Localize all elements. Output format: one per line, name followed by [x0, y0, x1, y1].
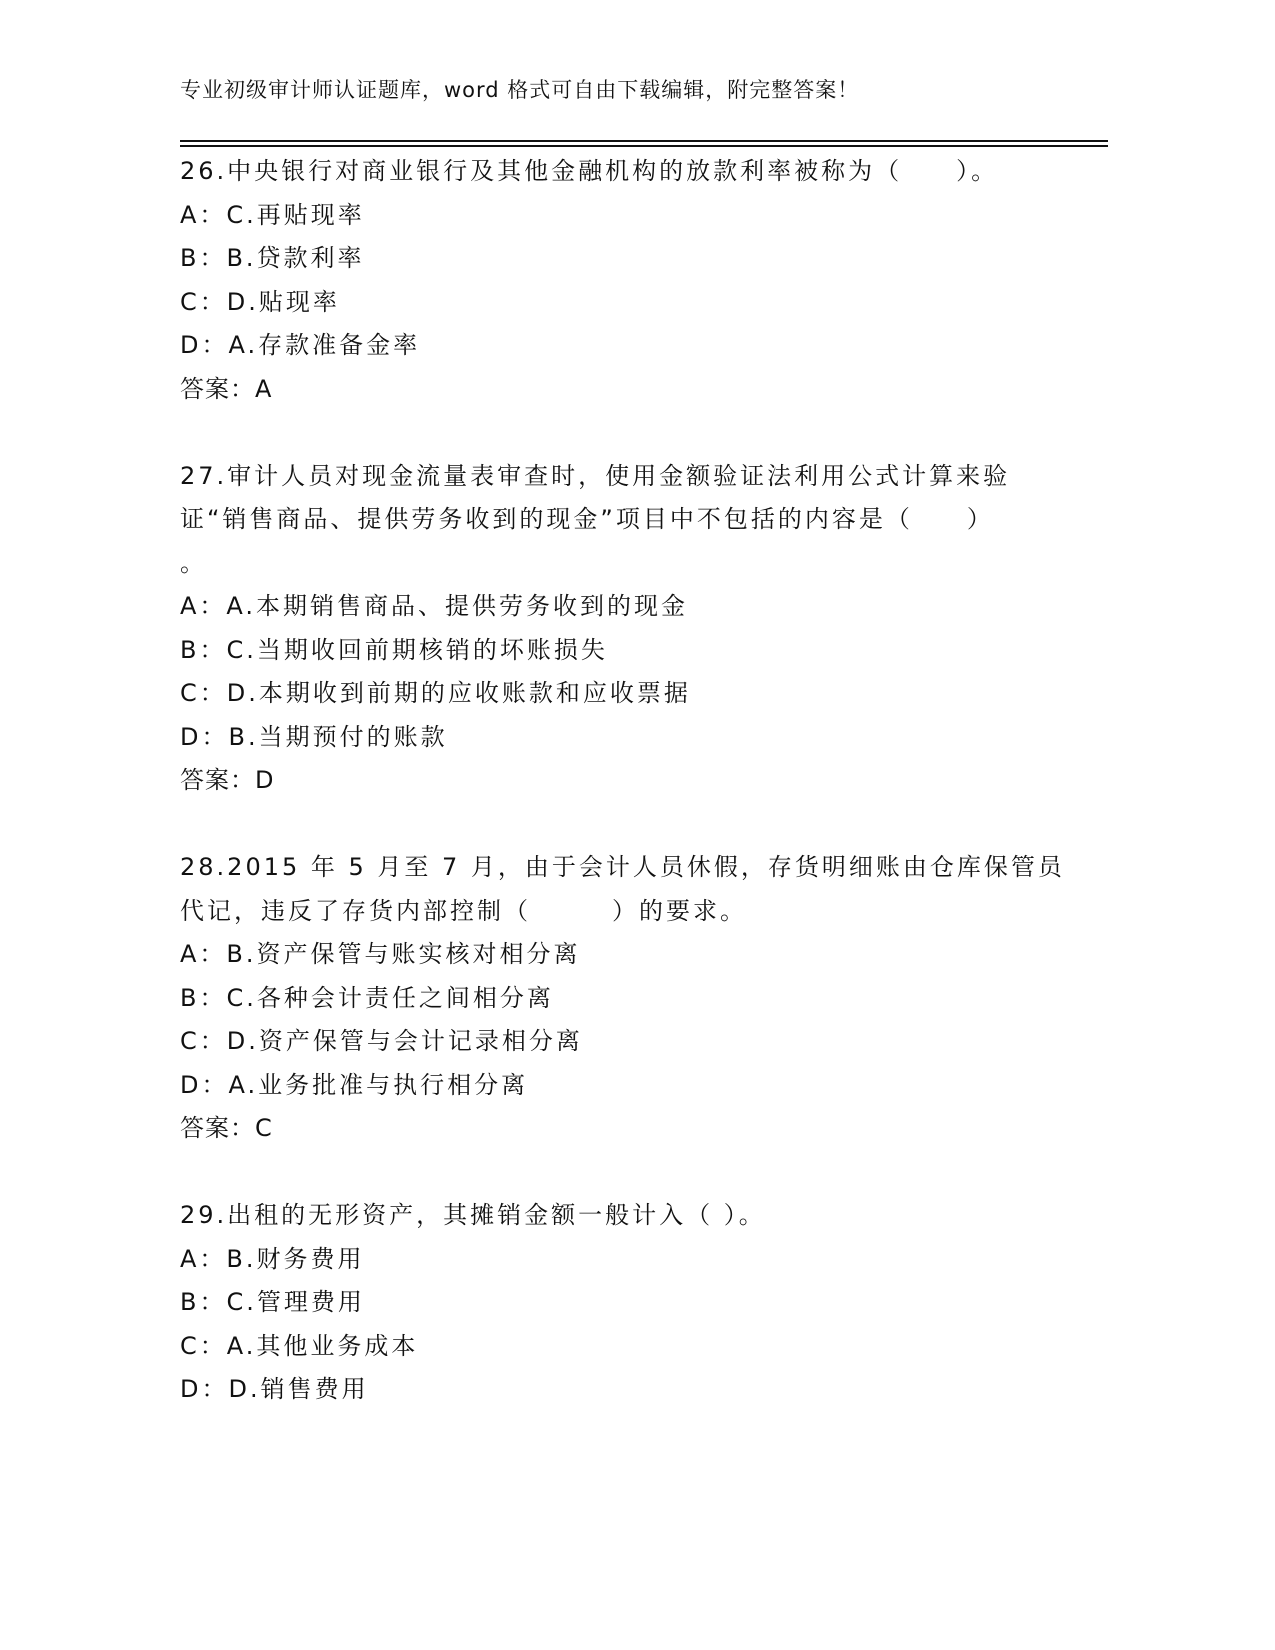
- option-c: C：D.资产保管与会计记录相分离: [180, 1027, 583, 1055]
- question-26: [180, 150, 1110, 411]
- option-a: A：C.再贴现率: [180, 200, 365, 229]
- option-d: D：B.当期预付的账款: [180, 722, 448, 751]
- question-stem: 26.中央银行对商业银行及其他金融机构的放款利率被称为（ ）。: [180, 157, 999, 185]
- option-a: A：A.本期销售商品、提供劳务收到的现金: [180, 592, 689, 620]
- option-b: B：C.各种会计责任之间相分离: [180, 983, 554, 1012]
- option-d: D：A.存款准备金率: [180, 331, 421, 359]
- question-stem: 。: [180, 548, 207, 577]
- option-a: A：B.财务费用: [180, 1244, 365, 1273]
- answer-line: 答案：A: [180, 374, 273, 403]
- question-spacer: [180, 1151, 1110, 1195]
- header-rule-top: [180, 140, 1108, 142]
- question-spacer: [180, 803, 1110, 847]
- option-b: B：B.贷款利率: [180, 244, 365, 272]
- option-c: C：D.本期收到前期的应收账款和应收票据: [180, 679, 691, 707]
- question-list: [180, 150, 1110, 1412]
- question-stem: 27.审计人员对现金流量表审查时，使用金额验证法利用公式计算来验: [180, 461, 1011, 490]
- answer-line: 答案：C: [180, 1114, 273, 1142]
- question-stem: 证“销售商品、提供劳务收到的现金”项目中不包括的内容是（ ）: [180, 505, 994, 533]
- option-d: D：A.业务批准与执行相分离: [180, 1070, 529, 1099]
- option-c: C：A.其他业务成本: [180, 1331, 419, 1360]
- option-b: B：C.管理费用: [180, 1288, 365, 1316]
- option-b: B：C.当期收回前期核销的坏账损失: [180, 635, 608, 664]
- question-spacer: [180, 411, 1110, 455]
- answer-line: 答案：D: [180, 766, 275, 794]
- question-stem: 28.2015 年 5 月至 7 月，由于会计人员休假，存货明细账由仓库保管员: [180, 853, 1065, 881]
- option-d: D：D.销售费用: [180, 1375, 369, 1403]
- option-a: A：B.资产保管与账实核对相分离: [180, 940, 581, 968]
- question-stem: 代记，违反了存货内部控制（ ）的要求。: [180, 896, 747, 925]
- question-29: [180, 1194, 1110, 1412]
- question-27: [180, 455, 1110, 803]
- option-c: C：D.贴现率: [180, 287, 340, 316]
- header-rule-bottom: [180, 145, 1108, 147]
- page-header: 专业初级审计师认证题库，word 格式可自由下载编辑，附完整答案！: [180, 78, 860, 102]
- question-stem: 29.出租的无形资产，其摊销金额一般计入（ ）。: [180, 1201, 766, 1229]
- question-28: [180, 846, 1110, 1151]
